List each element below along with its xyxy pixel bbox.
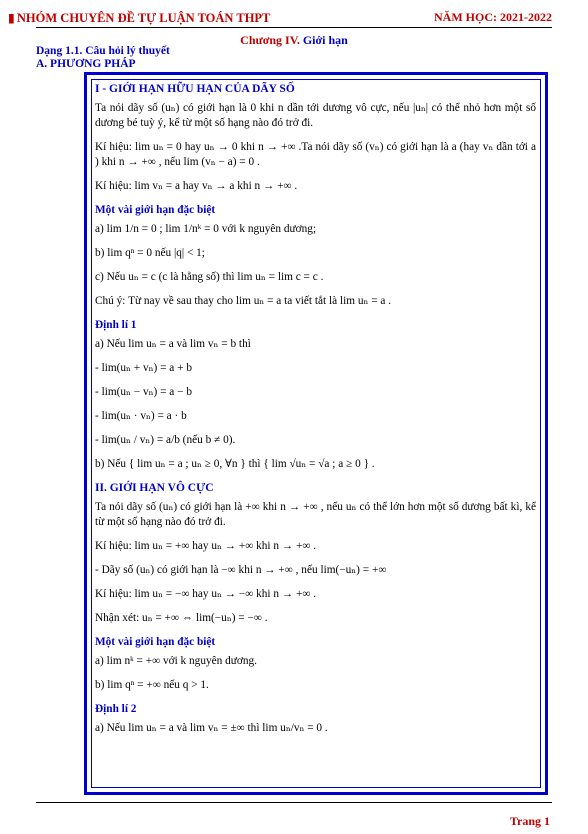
- formula-line: a) Nếu lim uₙ = a và lim vₙ = b thì: [95, 338, 251, 350]
- formula-line: - lim(uₙ · vₙ) = a · b: [95, 410, 187, 422]
- formula-line: b) lim qⁿ = 0 nếu |q| < 1;: [95, 247, 205, 259]
- section-type: Dạng 1.1. Câu hỏi lý thuyết: [36, 45, 170, 57]
- heading-finite-limit: I - GIỚI HẠN HỮU HẠN CỦA DÃY SỐ: [95, 83, 295, 95]
- paragraph: Ta nói dãy số (uₙ) có giới hạn là 0 khi n dần tới dương vô cực, nếu |uₙ| có thể nhỏ hơn một số dương bé tuỳ ý, kể từ một số hạng nào đó trở đi.: [95, 102, 536, 129]
- theory-content: [91, 79, 541, 788]
- formula-line: - Dãy số (uₙ) có giới hạn là −∞ khi n → +∞ , nếu lim(−uₙ) = +∞: [95, 564, 387, 576]
- formula-line: a) lim nᵏ = +∞ với k nguyên dương.: [95, 655, 257, 667]
- formula-line: a) lim 1/n = 0 ; lim 1/nᵏ = 0 với k nguyên dương;: [95, 223, 317, 235]
- method-heading: A. PHƯƠNG PHÁP: [36, 58, 136, 70]
- formula-line: Kí hiệu: lim uₙ = −∞ hay uₙ → −∞ khi n → +∞ .: [95, 588, 317, 600]
- group-title: [8, 10, 270, 26]
- theorem-2-heading: Định lí 2: [95, 703, 137, 715]
- formula-line: c) Nếu uₙ = c (c là hằng số) thì lim uₙ = lim c = c .: [95, 271, 324, 283]
- formula-line: - lim(uₙ − vₙ) = a − b: [95, 386, 192, 398]
- subheading-special-limits-2: Một vài giới hạn đặc biệt: [95, 636, 216, 648]
- theory-box: [84, 72, 548, 795]
- chapter-name: Giới hạn: [302, 33, 348, 47]
- paragraph: Ta nói dãy số (uₙ) có giới hạn là +∞ khi n → +∞ , nếu uₙ có thể lớn hơn một số dương bất kì, kể từ một số hạng nào đó trở đi.: [95, 501, 536, 528]
- formula-line: - lim(uₙ + vₙ) = a + b: [95, 362, 192, 374]
- heading-infinite-limit: II. GIỚI HẠN VÔ CỰC: [95, 482, 214, 494]
- school-year-label: NĂM HỌC:: [434, 10, 497, 24]
- page-number: Trang 1: [509, 814, 550, 828]
- theorem-1-heading: Định lí 1: [95, 319, 137, 331]
- formula-line: b) lim qⁿ = +∞ nếu q > 1.: [95, 679, 209, 691]
- formula-line: - lim(uₙ / vₙ) = a/b (nếu b ≠ 0).: [95, 434, 236, 446]
- formula-line: a) Nếu lim uₙ = a và lim vₙ = ±∞ thì lim uₙ/vₙ = 0 .: [95, 722, 328, 734]
- note: Chú ý: Từ nay về sau thay cho lim uₙ = a ta viết tắt là lim uₙ = a .: [95, 295, 392, 307]
- header-divider: [36, 27, 552, 28]
- book-icon: ▮: [8, 11, 15, 25]
- school-year-value: 2021-2022: [500, 10, 552, 24]
- school-year: [434, 10, 552, 25]
- footer-divider: [36, 802, 552, 803]
- formula-line: Kí hiệu: lim uₙ = +∞ hay uₙ → +∞ khi n → +∞ .: [95, 540, 317, 552]
- formula-line: b) Nếu { lim uₙ = a ; uₙ ≥ 0, ∀n } thì { lim √uₙ = √a ; a ≥ 0 } .: [95, 458, 375, 470]
- group-name: NHÓM CHUYÊN ĐỀ TỰ LUẬN TOÁN THPT: [16, 11, 271, 25]
- chapter-prefix: Chương IV.: [240, 33, 300, 47]
- paragraph: Kí hiệu: lim uₙ = 0 hay uₙ → 0 khi n → +∞ .Ta nói dãy số (vₙ) có giới hạn là a (hay vₙ dần tới a ) khi n → +∞ , nếu lim (vₙ − a) = 0 .: [95, 141, 536, 168]
- paragraph: Kí hiệu: lim vₙ = a hay vₙ → a khi n → +∞ .: [95, 180, 298, 192]
- formula-line: Nhận xét: uₙ = +∞ ⇔ lim(−uₙ) = −∞ .: [95, 612, 268, 624]
- subheading-special-limits: Một vài giới hạn đặc biệt: [95, 204, 216, 216]
